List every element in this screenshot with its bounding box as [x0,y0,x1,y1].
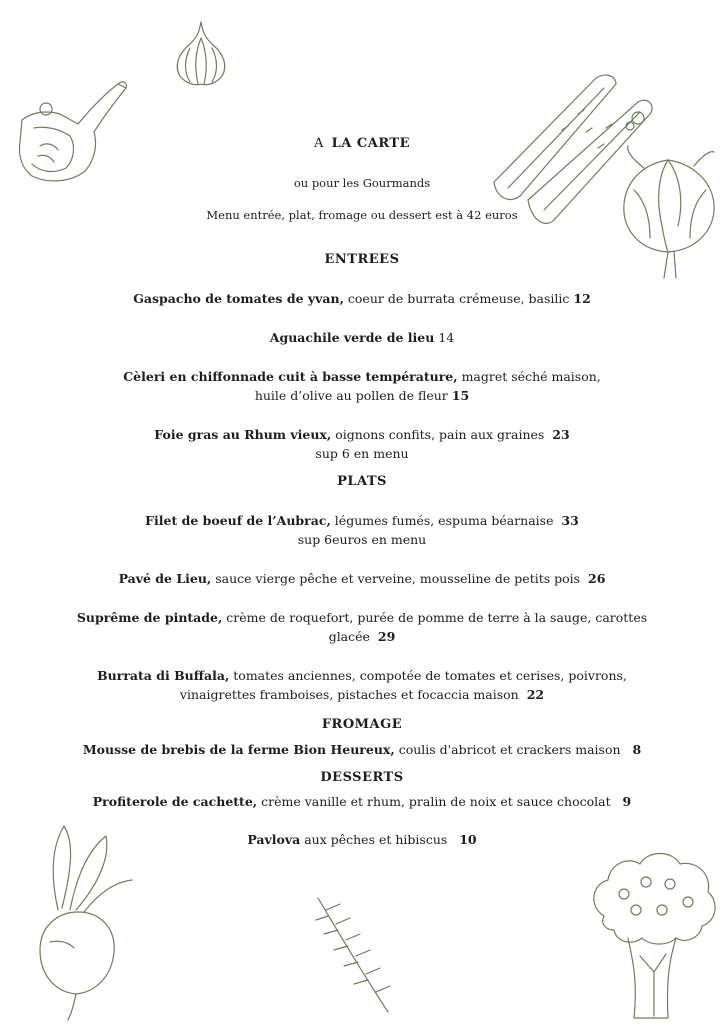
dish-filet-boeuf [0,511,724,530]
dish-celeri [0,367,724,386]
section-title-entrees: ENTREES [324,252,400,267]
dish-name: Filet de boeuf de l’Aubrac, [145,513,331,528]
dish-pave-lieu [0,569,724,588]
dish-gaspacho [0,289,724,308]
section-title-plats: PLATS [337,474,387,489]
dish-description-cont: glacée [328,629,370,644]
menu-formula: Menu entrée, plat, fromage ou dessert est à 42 euros [206,208,518,222]
dish-description: aux pêches et hibiscus [300,832,448,847]
dish-mousse-brebis [0,740,724,759]
dish-description: oignons confits, pain aux graines [331,427,545,442]
title-prefix: A [314,136,324,151]
dish-foie-gras-note: sup 6 en menu [315,446,409,461]
dish-burrata [0,666,724,685]
section-title-desserts: DESSERTS [320,770,404,785]
dish-description: crème vanille et rhum, pralin de noix et sauce chocolat [257,794,611,809]
dish-profiterole [0,792,724,811]
dish-filet-boeuf-note: sup 6euros en menu [297,532,427,547]
dish-description: magret séché maison, [457,369,601,384]
title-main: LA CARTE [331,136,410,151]
dish-price: 9 [622,794,632,809]
dish-name: Cèleri en chiffonnade cuit à basse température, [123,369,458,384]
dish-name: Foie gras au Rhum vieux, [154,427,332,442]
dish-celeri-line2 [0,386,724,405]
dish-pavlova [0,830,724,849]
dish-description: sauce vierge pêche et verveine, mousseline de petits pois [211,571,581,586]
dish-description: coeur de burrata crémeuse, basilic [343,291,570,306]
broccoli-illustration [584,846,722,1022]
beetroot-illustration [14,822,140,1022]
dish-price: 8 [632,742,642,757]
dish-price: 23 [552,427,570,442]
dish-price: 14 [438,330,455,345]
rosemary-illustration [306,888,402,1016]
dish-price: 22 [526,687,545,702]
dish-description-cont: vinaigrettes framboises, pistaches et focaccia maison [179,687,519,702]
dish-aguachile [0,328,724,347]
dish-price: 10 [459,832,477,847]
dish-description: légumes fumés, espuma béarnaise [330,513,554,528]
dish-description-cont: huile d’olive au pollen de fleur [254,388,448,403]
dish-price: 33 [561,513,579,528]
dish-name: Suprême de pintade, [76,610,223,625]
dish-description: tomates anciennes, compotée de tomates et cerises, poivrons, [229,668,627,683]
subtitle: ou pour les Gourmands [293,176,431,190]
dish-price: 29 [377,629,396,644]
dish-supreme-pintade [0,608,724,627]
dish-price: 26 [588,571,606,586]
garlic-illustration [168,18,234,88]
dish-name: Gaspacho de tomates de yvan, [133,291,344,306]
dish-supreme-pintade-line2 [0,627,724,646]
dish-name: Pavé de Lieu, [118,571,212,586]
dish-foie-gras [0,425,724,444]
dish-name: Profiterole de cachette, [92,794,258,809]
page-title [0,134,724,153]
dish-price: 12 [573,291,591,306]
dish-description: crème de roquefort, purée de pomme de terre à la sauge, carottes [222,610,648,625]
dish-name: Mousse de brebis de la ferme Bion Heureux, [82,742,395,757]
section-title-fromage: FROMAGE [321,717,403,732]
dish-price: 15 [451,388,470,403]
dish-name: Burrata di Buffala, [97,668,230,683]
dish-name: Pavlova [247,832,301,847]
dish-name: Aguachile verde de lieu [269,330,435,345]
dish-description: coulis d'abricot et crackers maison [394,742,621,757]
dish-burrata-line2 [0,685,724,704]
